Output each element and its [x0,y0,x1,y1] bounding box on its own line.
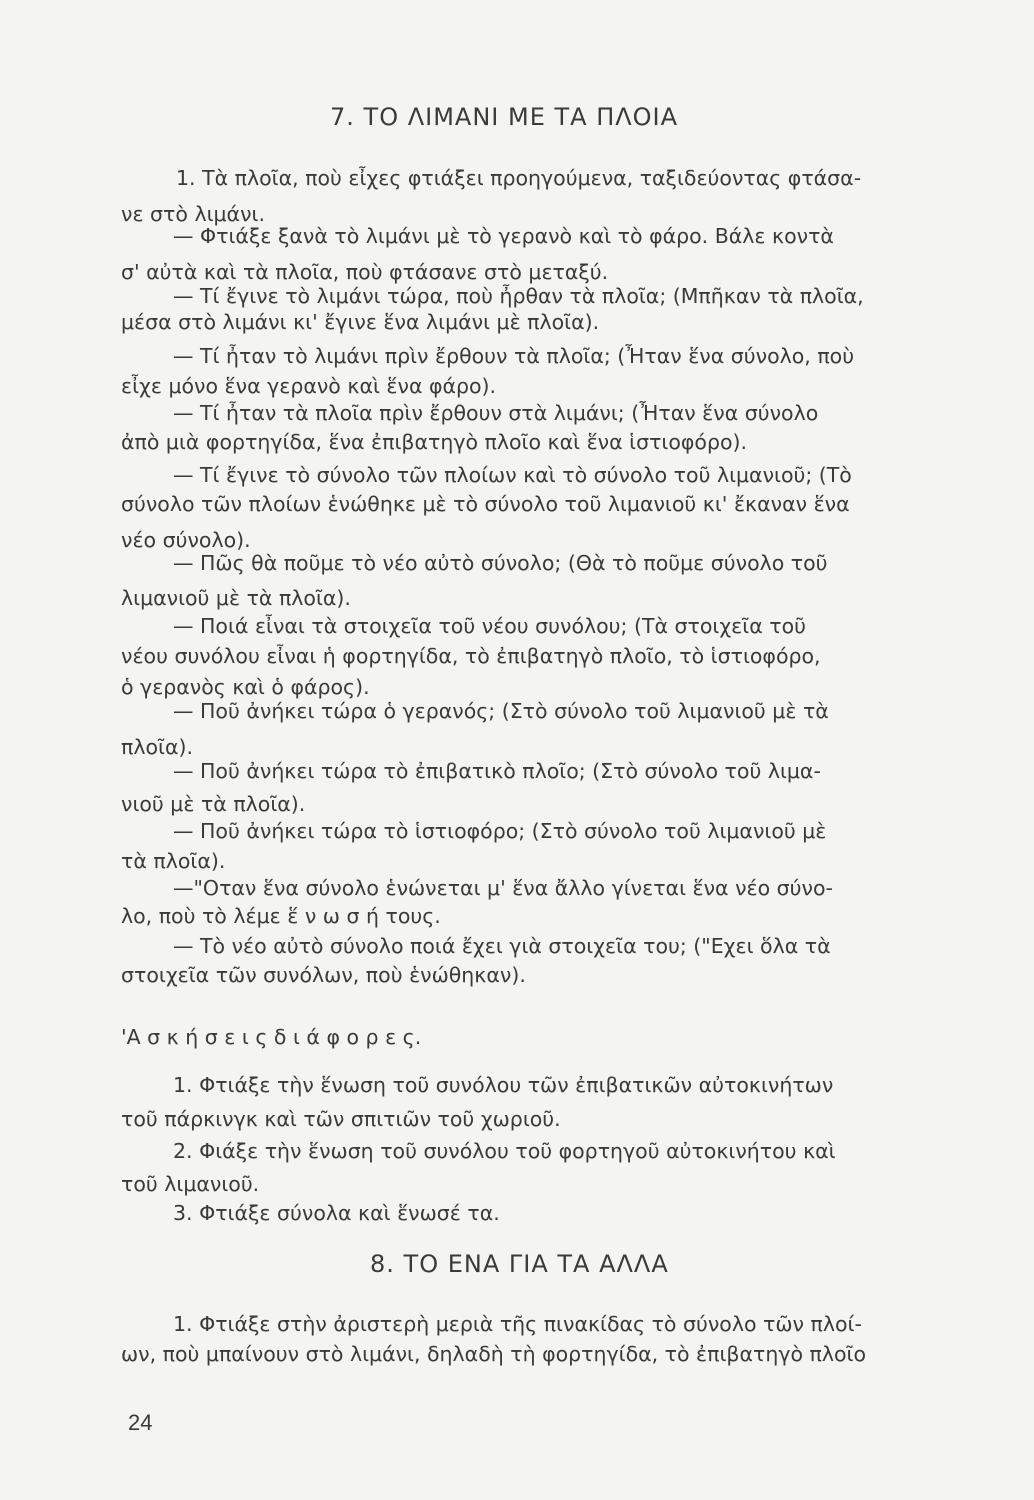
text-line: — Ποῦ ἀνήκει τώρα τὸ ἐπιβατικὸ πλοῖο; (Στὸ σύνολο τοῦ λιμα- [173,759,821,783]
exercise-line: τοῦ πάρκινγκ καὶ τῶν σπιτιῶν τοῦ χωριοῦ. [121,1107,561,1131]
text-line: — Ποῦ ἀνήκει τώρα τὸ ἱστιοφόρο; (Στὸ σύνολο τοῦ λιμανιοῦ μὲ [173,819,827,843]
text-line: 1. Τὰ πλοῖα, ποὺ εἶχες φτιάξει προηγούμενα, ταξιδεύοντας φτάσα- [176,166,862,190]
text-line: λο, ποὺ τὸ λέμε ἕ ν ω σ ή τους. [121,904,441,928]
text-line: νέου συνόλου εἶναι ἡ φορτηγίδα, τὸ ἐπιβατηγὸ πλοῖο, τὸ ἱστιοφόρο, [121,644,821,668]
text-line: σύνολο τῶν πλοίων ἑνώθηκε μὲ τὸ σύνολο τοῦ λιμανιοῦ κι' ἔκαναν ἕνα [121,492,850,516]
text-line: 1. Φτιάξε στὴν ἀριστερὴ μεριὰ τῆς πινακίδας τὸ σύνολο τῶν πλοί- [173,1312,862,1336]
exercises-title: 'Α σ κ ή σ ε ι ς δ ι ά φ ο ρ ε ς. [121,1025,422,1049]
text-line: πλοῖα). [121,735,193,759]
exercise-line: 1. Φτιάξε τὴν ἕνωση τοῦ συνόλου τῶν ἐπιβατικῶν αὐτοκινήτων [173,1073,834,1097]
text-line: νιοῦ μὲ τὰ πλοῖα). [121,792,306,816]
exercise-line: 2. Φιάξε τὴν ἕνωση τοῦ συνόλου τοῦ φορτηγοῦ αὐτοκινήτου καὶ [173,1139,836,1163]
text-line: ὁ γερανὸς καὶ ὁ φάρος). [121,675,370,699]
text-line: — Φτιάξε ξανὰ τὸ λιμάνι μὲ τὸ γερανὸ καὶ τὸ φάρο. Βάλε κοντὰ [173,224,834,248]
text-line: νέο σύνολο). [121,528,251,552]
text-line: εἶχε μόνο ἕνα γερανὸ καὶ ἕνα φάρο). [121,374,497,398]
text-line: — Τί ἔγινε τὸ σύνολο τῶν πλοίων καὶ τὸ σύνολο τοῦ λιμανιοῦ; (Τὸ [173,463,852,487]
page-number: 24 [128,1410,153,1435]
exercise-line: 3. Φτιάξε σύνολα καὶ ἕνωσέ τα. [173,1201,500,1225]
text-line: — Τί ἔγινε τὸ λιμάνι τώρα, ποὺ ἦρθαν τὰ πλοῖα; (Μπῆκαν τὰ πλοῖα, [173,284,864,308]
text-line: λιμανιοῦ μὲ τὰ πλοῖα). [121,586,351,610]
text-line: σ' αὐτὰ καὶ τὰ πλοῖα, ποὺ φτάσανε στὸ μεταξύ. [121,260,609,284]
text-line: νε στὸ λιμάνι. [121,202,265,226]
text-line: τὰ πλοῖα). [121,849,226,873]
text-line: — Τὸ νέο αὐτὸ σύνολο ποιά ἔχει γιὰ στοιχεῖα του; ("Εχει ὅλα τὰ [173,934,831,958]
text-line: ἀπὸ μιὰ φορτηγίδα, ἕνα ἐπιβατηγὸ πλοῖο καὶ ἕνα ἱστιοφόρο). [121,430,748,454]
text-line: ων, ποὺ μπαίνουν στὸ λιμάνι, δηλαδὴ τὴ φορτηγίδα, τὸ ἐπιβατηγὸ πλοῖο [121,1342,867,1366]
text-line: μέσα στὸ λιμάνι κι' ἔγινε ἕνα λιμάνι μὲ πλοῖα). [121,310,600,334]
text-line: στοιχεῖα τῶν συνόλων, ποὺ ἑνώθηκαν). [121,963,526,987]
text-line: — Τί ἦταν τὰ πλοῖα πρὶν ἔρθουν στὰ λιμάνι; (Ἦταν ἕνα σύνολο [173,401,819,425]
text-line: —"Οταν ἕνα σύνολο ἑνώνεται μ' ἕνα ἄλλο γίνεται ἕνα νέο σύνο- [173,876,833,900]
text-line: — Τί ἦταν τὸ λιμάνι πρὶν ἔρθουν τὰ πλοῖα; (Ἦταν ἕνα σύνολο, ποὺ [173,344,855,368]
exercise-line: τοῦ λιμανιοῦ. [121,1172,260,1196]
text-line: — Ποιά εἶναι τὰ στοιχεῖα τοῦ νέου συνόλου; (Τὰ στοιχεῖα τοῦ [173,614,806,638]
section-8-title: 8. ΤΟ ΕΝΑ ΓΙΑ ΤΑ ΑΛΛΑ [370,1250,669,1278]
section-7-title: 7. ΤΟ ΛΙΜΑΝΙ ΜΕ ΤΑ ΠΛΟΙΑ [330,103,679,131]
text-line: — Πῶς θὰ ποῦμε τὸ νέο αὐτὸ σύνολο; (Θὰ τὸ ποῦμε σύνολο τοῦ [173,551,828,575]
text-line: — Ποῦ ἀνήκει τώρα ὁ γερανός; (Στὸ σύνολο τοῦ λιμανιοῦ μὲ τὰ [173,699,829,723]
